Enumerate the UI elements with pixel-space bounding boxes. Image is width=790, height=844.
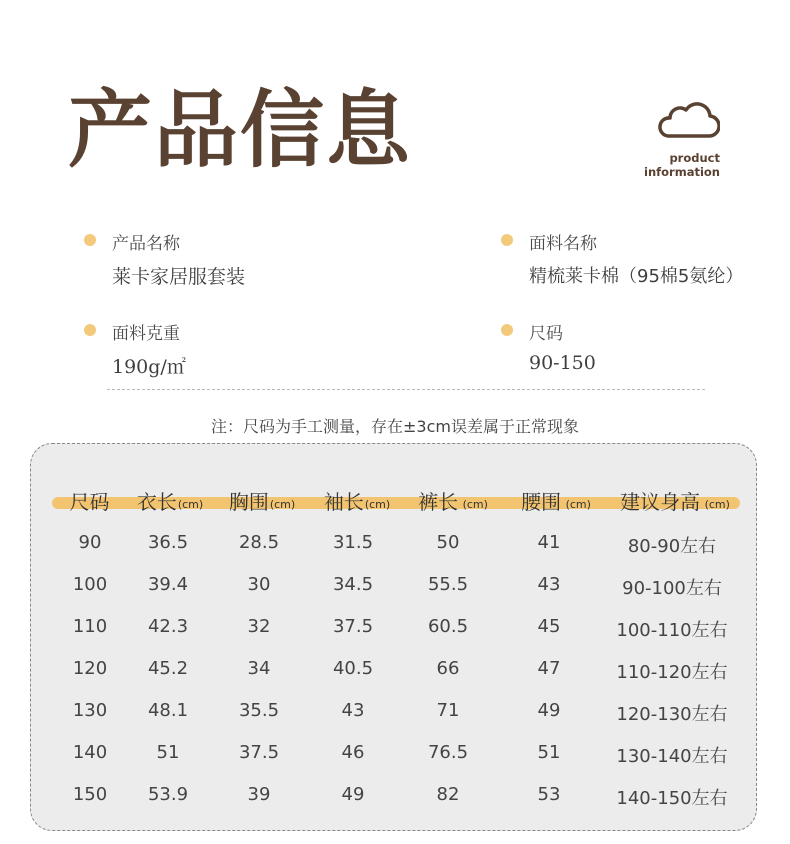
table-cell: 110 <box>72 616 108 637</box>
product-name-value: 莱卡家居服套装 <box>112 266 246 288</box>
table-cell: 82 <box>436 784 460 805</box>
table-cell: 130-140左右 <box>616 746 728 767</box>
bullet-dot-icon <box>84 324 96 336</box>
table-cell: 60.5 <box>427 616 469 637</box>
header-cell <box>70 486 111 515</box>
header-label: 袖长 <box>323 490 364 514</box>
header-unit: (cm) <box>701 498 730 511</box>
english-title-line2: information <box>644 165 720 179</box>
english-title-line1: product <box>669 151 720 165</box>
table-cell: 34 <box>247 658 271 679</box>
table-cell: 42.3 <box>147 616 189 637</box>
size-value: 90-150 <box>529 352 596 374</box>
table-cell: 51 <box>537 742 561 763</box>
header-cell <box>620 486 730 515</box>
header-label: 胸围 <box>228 490 269 514</box>
fabric-name-label: 面料名称 <box>529 234 597 254</box>
table-cell: 53 <box>537 784 561 805</box>
fabric-name-value: 精梳莱卡棉（95棉5氨纶） <box>529 266 744 287</box>
table-cell: 66 <box>436 658 460 679</box>
table-cell: 45 <box>537 616 561 637</box>
cloud-icon <box>656 100 720 140</box>
table-cell: 48.1 <box>147 700 189 721</box>
header-label: 衣长 <box>136 490 177 514</box>
table-cell: 46 <box>341 742 365 763</box>
measurement-note: 注：尺码为手工测量，存在±3cm误差属于正常现象 <box>211 417 579 436</box>
table-cell: 110-120左右 <box>616 662 728 683</box>
bullet-dot-icon <box>84 234 96 246</box>
english-title <box>640 151 720 179</box>
header-cell <box>137 486 203 515</box>
header-label: 裤长 <box>418 490 459 514</box>
table-cell: 47 <box>537 658 561 679</box>
page-title: 产品信息 <box>68 81 413 179</box>
fabric-weight-label: 面料克重 <box>112 324 180 344</box>
divider <box>107 389 705 390</box>
header-cell <box>521 486 591 515</box>
table-cell: 49 <box>537 700 561 721</box>
table-cell: 150 <box>72 784 108 805</box>
table-cell: 140 <box>72 742 108 763</box>
table-cell: 39.4 <box>147 574 189 595</box>
table-cell: 100 <box>72 574 108 595</box>
table-cell: 130 <box>72 700 108 721</box>
bullet-dot-icon <box>501 324 513 336</box>
table-cell: 49 <box>341 784 365 805</box>
table-cell: 120 <box>72 658 108 679</box>
table-cell: 39 <box>247 784 271 805</box>
table-cell: 41 <box>537 532 561 553</box>
table-cell: 120-130左右 <box>616 704 728 725</box>
table-cell: 140-150左右 <box>616 788 728 809</box>
bullet-dot-icon <box>501 234 513 246</box>
table-cell: 31.5 <box>332 532 374 553</box>
header-unit: (cm) <box>364 498 391 511</box>
product-name-label: 产品名称 <box>112 234 180 254</box>
table-cell: 28.5 <box>238 532 280 553</box>
table-cell: 90 <box>78 532 102 553</box>
table-cell: 71 <box>436 700 460 721</box>
header-unit: (cm) <box>562 498 591 511</box>
table-cell: 50 <box>436 532 460 553</box>
table-cell: 43 <box>341 700 365 721</box>
table-cell: 37.5 <box>238 742 280 763</box>
table-cell: 32 <box>247 616 271 637</box>
table-cell: 34.5 <box>332 574 374 595</box>
header-cell <box>229 486 295 515</box>
header-unit: (cm) <box>269 498 296 511</box>
table-cell: 35.5 <box>238 700 280 721</box>
table-cell: 40.5 <box>332 658 374 679</box>
table-cell: 53.9 <box>147 784 189 805</box>
header-cell <box>418 486 488 515</box>
table-cell: 100-110左右 <box>616 620 728 641</box>
fabric-weight-value: 190g/㎡ <box>112 356 186 378</box>
header-label: 建议身高 <box>620 490 701 514</box>
table-cell: 55.5 <box>427 574 469 595</box>
table-cell: 45.2 <box>147 658 189 679</box>
size-label: 尺码 <box>529 324 563 344</box>
header-cell <box>324 486 390 515</box>
header-unit: (cm) <box>459 498 488 511</box>
table-cell: 90-100左右 <box>622 578 722 599</box>
header-unit: (cm) <box>177 498 204 511</box>
table-cell: 43 <box>537 574 561 595</box>
table-cell: 80-90左右 <box>627 536 717 557</box>
table-cell: 76.5 <box>427 742 469 763</box>
header-label: 腰围 <box>521 490 562 514</box>
header-label: 尺码 <box>69 490 110 514</box>
table-cell: 30 <box>247 574 271 595</box>
table-cell: 51 <box>156 742 180 763</box>
table-cell: 37.5 <box>332 616 374 637</box>
table-cell: 36.5 <box>147 532 189 553</box>
